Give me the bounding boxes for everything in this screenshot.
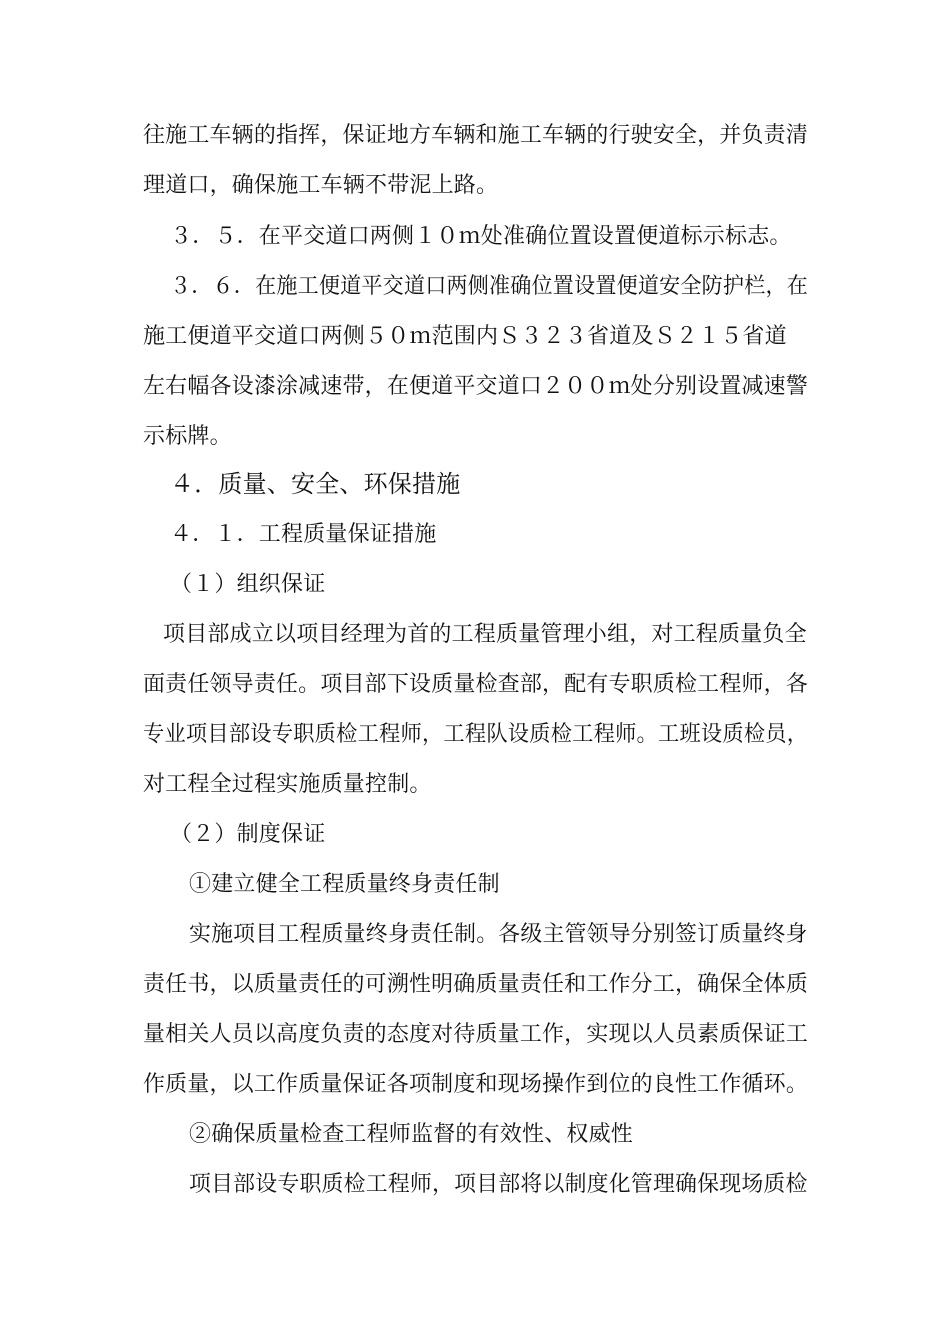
body-line: 量相关人员以高度负责的态度对待质量工作，实现以人员素质保证工 <box>143 1022 809 1047</box>
item-heading-system: （２）制度保证 <box>170 822 326 847</box>
body-line: 责任书，以质量责任的可溯性明确质量责任和工作分工，确保全体质 <box>143 972 809 997</box>
section-heading-4: ４．质量、安全、环保措施 <box>170 470 461 498</box>
clause-3-5: ３．５．在平交道口两侧１０ｍ处准确位置设置便道标示标志。 <box>170 224 792 249</box>
sub-item-heading-1: ①建立健全工程质量终身责任制 <box>189 872 500 897</box>
body-line: 专业项目部设专职质检工程师，工程队设质检工程师。工班设质检员， <box>143 722 809 747</box>
body-line: 往施工车辆的指挥，保证地方车辆和施工车辆的行驶安全，并负责清 <box>143 123 809 148</box>
body-line: 理道口，确保施工车辆不带泥上路。 <box>143 173 499 198</box>
item-heading-organization: （１）组织保证 <box>170 572 326 597</box>
body-line: 施工便道平交道口两侧５０ｍ范围内Ｓ３２３省道及Ｓ２１５省道 <box>143 324 787 349</box>
body-line: 项目部设专职质检工程师，项目部将以制度化管理确保现场质检 <box>189 1172 808 1197</box>
subsection-heading-4-1: ４．１．工程质量保证措施 <box>170 522 437 547</box>
clause-3-6: ３．６．在施工便道平交道口两侧准确位置设置便道安全防护栏，在 <box>170 274 809 299</box>
body-line: 示标牌。 <box>143 424 232 449</box>
body-line: 作质量，以工作质量保证各项制度和现场操作到位的良性工作循环。 <box>143 1072 809 1097</box>
body-line: 实施项目工程质量终身责任制。各级主管领导分别签订质量终身 <box>189 922 808 947</box>
body-line: 项目部成立以项目经理为首的工程质量管理小组，对工程质量负全 <box>163 622 807 647</box>
body-line: 左右幅各设漆涂减速带，在便道平交道口２００ｍ处分别设置减速警 <box>143 374 809 399</box>
body-line: 对工程全过程实施质量控制。 <box>143 772 432 797</box>
body-line: 面责任领导责任。项目部下设质量检查部，配有专职质检工程师，各 <box>143 672 809 697</box>
sub-item-heading-2: ②确保质量检查工程师监督的有效性、权威性 <box>189 1122 634 1147</box>
